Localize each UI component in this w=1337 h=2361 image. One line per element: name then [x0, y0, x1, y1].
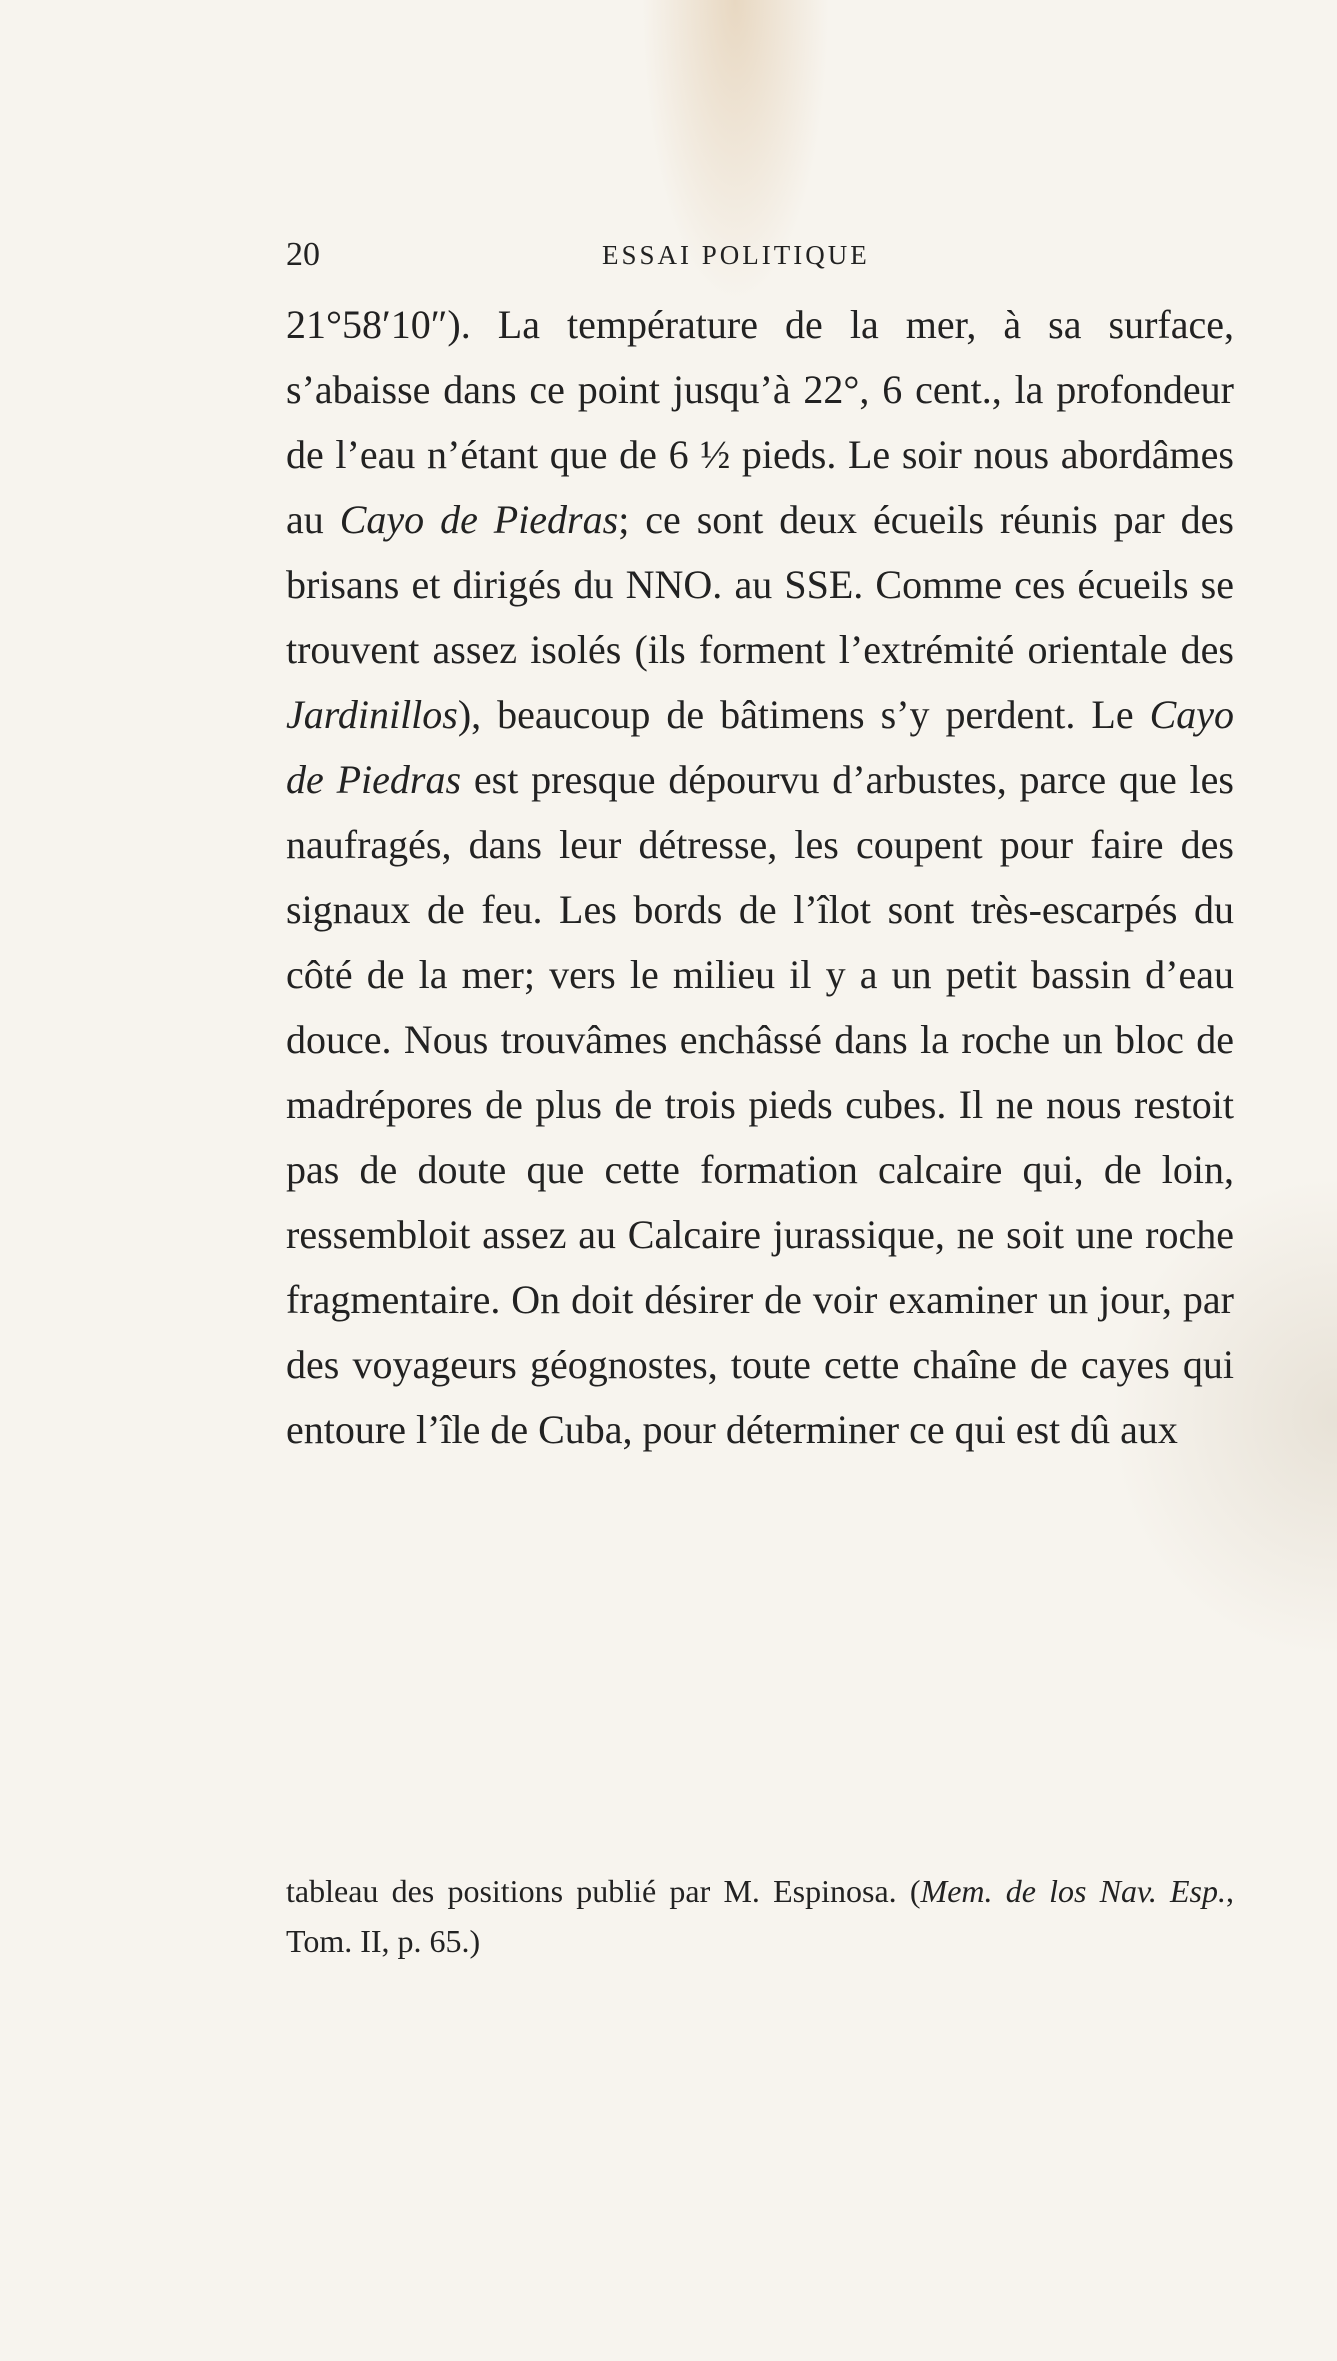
place-name-italic: Cayo de Piedras: [339, 497, 619, 542]
footnote-paragraph: [286, 1866, 1234, 1966]
footnote-text-run: tableau des positions publié par M. Espinosa. (: [286, 1873, 921, 1909]
page-number: 20: [286, 236, 320, 273]
place-name-italic: Cayo de Piedras: [286, 692, 1234, 802]
running-head: [286, 236, 1234, 276]
running-title: ESSAI POLITIQUE: [602, 240, 870, 270]
main-text: [286, 292, 1234, 1462]
footnote: [286, 1866, 1234, 1966]
main-paragraph: [286, 292, 1234, 1462]
text-run: ; ce sont deux écueils réunis par des brisans et dirigés du NNO. au SSE. Comme ces écueils se trouvent assez isolés (ils forment l’extrémité orientale des: [286, 497, 1235, 672]
text-run: ), beaucoup de bâtimens s’y perdent. Le: [457, 692, 1150, 737]
footnote-text-run: , Tom. II, p. 65.): [286, 1873, 1235, 1959]
citation-italic: Mem. de los Nav. Esp.: [920, 1873, 1227, 1909]
place-name-italic: Jardinillos: [286, 692, 458, 737]
text-run: 21°58′10″). La température de la mer, à sa surface, s’abaisse dans ce point jusqu’à 22°, 6 cent., la profondeur de l’eau n’étant que de 6 ½ pieds. Le soir nous abordâmes au: [286, 302, 1234, 542]
text-run: est presque dépourvu d’arbustes, parce que les naufragés, dans leur détresse, les coupent pour faire des signaux de feu. Les bords de l’îlot sont très-escarpés du côté de la mer; vers le milieu il y a un petit bassin d’eau douce. Nous trouvâmes enchâssé dans la roche un bloc de madrépores de plus de trois pieds cubes. Il ne nous restoit pas de doute que cette formation calcaire qui, de loin, ressembloit assez au Calcaire jurassique, ne soit une roche fragmentaire. On doit désirer de voir examiner un jour, par des voyageurs géognostes, toute cette chaîne de cayes qui entoure l’île de Cuba, pour déterminer ce qui est dû aux: [286, 757, 1234, 1452]
